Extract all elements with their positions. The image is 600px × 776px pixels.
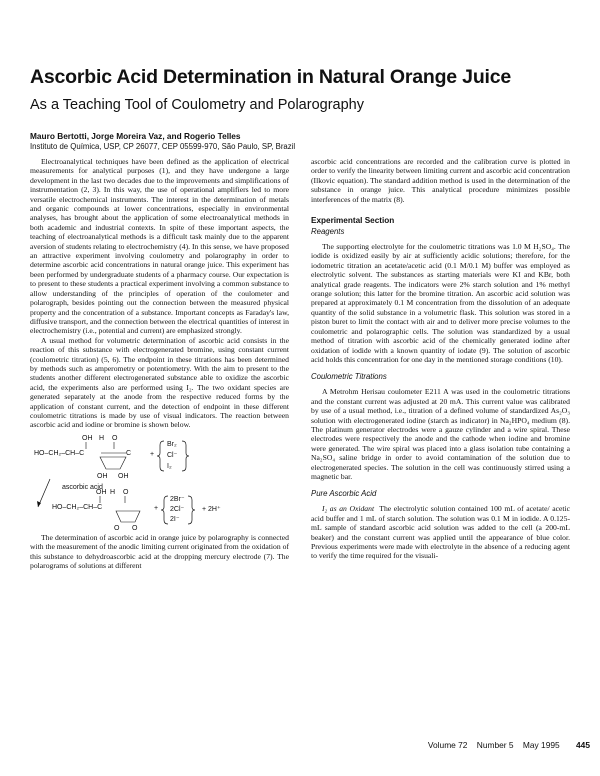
oxidant-label: I₂ [167, 462, 172, 470]
proton-term: + 2H⁺ [202, 505, 221, 513]
reactant-label: ascorbic acid [62, 483, 103, 491]
subsection-heading-reagents: Reagents [311, 227, 345, 237]
reduced-product-label: 2Br⁻ [170, 495, 185, 503]
left-column [30, 157, 289, 570]
plus-sign: + [154, 504, 159, 512]
pure-ascorbic-text: The electrolytic solution contained 100 mL of acetate/ acetic acid buffer and 1 mL of starch solution. The solution was 0.1 M in iodide. A 0.125-mL sample of standard ascorbic acid solution was added to the cell (a 200-mL beaker) and the constant current was applied until the appearance of blue color. Previous experiments were made with electrolyte in the absence of a reducing agent to verify the time required for the visuali- [311, 504, 571, 561]
reduced-product-label: 2Cl⁻ [170, 505, 185, 513]
atom-label: OH [97, 472, 108, 480]
plus-sign: + [150, 450, 155, 458]
intro-paragraph: Electroanalytical techniques have been defined as the application of electrical measurements for analytical purposes (1), and they have undergone a large development in the last two decades due to the improvements and simplifications of instrumentation (2, 3). In this way, the use of operational amplifiers led to more versatile electrochemical instruments. The interest in the determination of metals and organic compounds at lower concentrations, especially in environmental analyses, has brought about the application of some electroanalytical methods in both academic and industrial contexts. In spite of these important aspects, the teaching of electroanalytical methods is a difficult task mainly due to the apparent aversion of students relating to electrochemistry (4). In this sense, we have proposed an attractive experiment involving coulometry and polarography in order to determine ascorbic acid concentrations in natural orange juice. This experiment has been performed by undergraduate students of a pharmacy course. Our expectation is to present to these students a practical experiment involving a common substance to allow understanding of the principles of operation of the coulometer and polarograph, besides pointing out the connection between the measured physical property and the concentration of a substance. Important concepts as Faraday's law, diffusive transport, and the connection between the electrical quantities of interest in electrochemistry (i.e., potential and current) are emphasized strongly. [30, 157, 289, 336]
author-affiliation: Instituto de Química, USP, CP 26077, CEP 05599-970, São Paulo, SP, Brazil [30, 142, 296, 151]
article-subtitle: As a Teaching Tool of Coulometry and Polarography [30, 97, 364, 113]
atom-label: O [114, 524, 120, 531]
atom-label: C [126, 449, 132, 457]
footer-date: May 1995 [522, 740, 560, 750]
footer-number: Number 5 [476, 740, 514, 750]
oxidant-label: Br₂ [167, 440, 177, 448]
atom-label: OH [96, 488, 107, 496]
page-number: 445 [576, 740, 590, 750]
oxidant-label: Cl⁻ [167, 451, 178, 459]
atom-label: H [99, 434, 105, 442]
author-list: Mauro Bertotti, Jorge Moreira Vaz, and Rogerio Telles [30, 131, 241, 141]
footer-volume: Volume 72 [427, 740, 468, 750]
reactant-chain: HO–CH₂–CH–C [34, 449, 85, 457]
polarography-paragraph: The determination of ascorbic acid in orange juice by polarography is connected with the measurement of the anodic limiting current originated from the oxidation of this substance to dehydroascorbic acid at the dropping mercury electrode (7). The polarograms of solutions at different [30, 532, 289, 570]
continued-paragraph: ascorbic acid concentrations are recorded and the calibration curve is plotted in order to verify the linearity between limiting current and ascorbic acid concentration (Ilkovic equation). The standard addition method is used in the determination of the substance in orange juice. This analytical procedure minimizes possible interferences of the matrix (8). [311, 157, 570, 204]
reagents-paragraph: The supporting electrolyte for the coulometric titrations was 1.0 M H₂SO₄. The iodide is oxidized easily by air at sufficiently acidic solutions; therefore, for the iodometric titration an acetate/acetic acid (0.1 M/0.1 M) buffer was employed as electrolytic solvent. The substances as starting materials were KI and KBr, both analytical grade reagents. The indicators were 2% starch solution and 1% methyl orange solution; this latter for the bromine titration. An ascorbic acid solution was prepared at approximately 0.1 M concentration from the dissolution of an adequate quantity of the solid substance in a volumetric flask. This solution was stored in a piston buret to limit the contact with air and to deliver more precise volumes to the coulometric and polarographic cells. The solution was standardized by a usual method of titration with ascorbic acid of the chemically generated iodine after oxidation of iodide with a known quantity of iodate (9). The solution of ascorbic acid holds this concentration for one day in the mentioned storage conditions (10). [311, 242, 570, 364]
section-heading-experimental: Experimental Section [311, 216, 395, 226]
product-chain: HO–CH₂–CH–C [52, 503, 103, 511]
pure-ascorbic-paragraph [311, 504, 570, 560]
subsection-heading-coulometric: Coulometric Titrations [311, 372, 387, 382]
atom-label: OH [118, 472, 129, 480]
reaction-scheme [30, 431, 289, 531]
reduced-product-label: 2I⁻ [170, 515, 180, 523]
atom-label: O [123, 488, 129, 496]
atom-label: H [110, 488, 116, 496]
right-column [311, 157, 570, 561]
run-in-heading: I₂ as an Oxidant [322, 504, 375, 514]
article-title: Ascorbic Acid Determination in Natural Orange Juice [30, 66, 512, 88]
method-paragraph: A usual method for volumetric determination of ascorbic acid consists in the reaction of this substance with electrogenerated bromine, using constant current (coulometric titration) (5, 6). The endpoint in these titrations has been determined by methods such as amperometry or potentiometry. With the aim to present to the students another different electrogenerated substance able to oxidize the ascorbic acid, the experiments also are performed using I₂. The two oxidant species are generated separately at the anode from the respective reduced forms by the application of constant current, and the detection of endpoint in these different coulometric titrations is made by use of visual indicators. The reaction between ascorbic acid and iodine or bromine is shown below. [30, 335, 289, 430]
atom-label: O [112, 434, 118, 442]
subsection-heading-pure-ascorbic: Pure Ascorbic Acid [311, 489, 377, 499]
coulometric-paragraph: A Metrohm Herisau coulometer E211 A was used in the coulometric titrations and the constant current was adjusted at 20 mA. This current value was calibrated by use of a usual method, i.e., titration of a defined volume of standardized As₂O₃ solution with electrogenerated iodine (starch as indicator) in Na₂HPO₄ medium (8). The platinum generator electrodes were a gauze cylinder and a wire spiral. These electrodes were respectively the anode and the cathode when iodine and bromine were generated. The wire spiral was placed into a glass isolation tube containing a Na₂SO₄ saline bridge in order to avoid contamination of the solution due to electrogenerated species. The solution in the cell was continuously stirred using a magnetic bar. [311, 387, 570, 481]
atom-label: O [132, 524, 138, 531]
page-footer [370, 740, 590, 750]
atom-label: OH [82, 434, 93, 442]
